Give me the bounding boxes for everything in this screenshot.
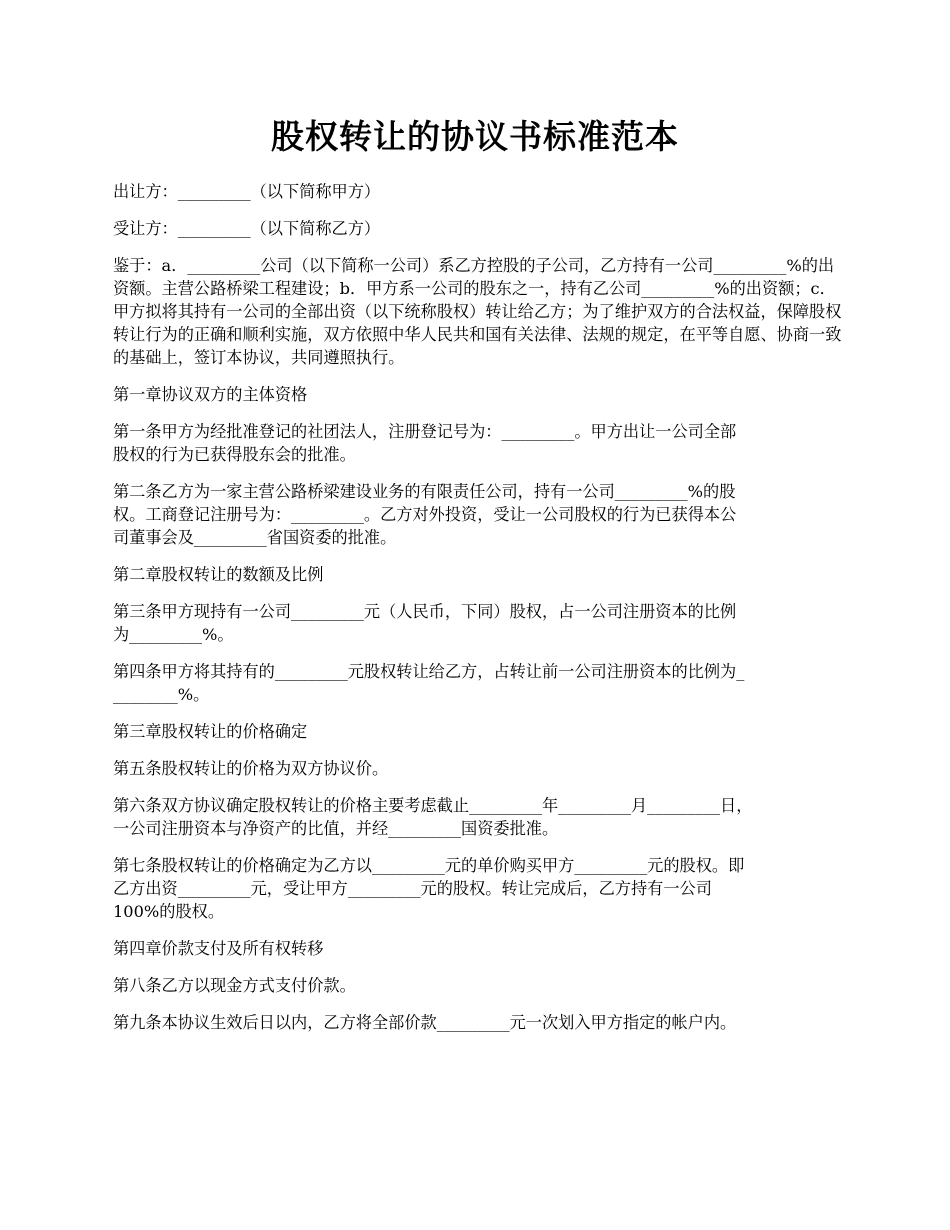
article-paragraph: 第八条乙方以现金方式支付价款。 bbox=[113, 976, 356, 995]
whereas-paragraph: 鉴于：a．_________公司（以下简称一公司）系乙方控股的子公司，乙方持有一公司_________%的出资额。主营公路桥梁工程建设；b．甲方系一公司的股东之一，持有乙公司_________%的出资额；c．甲方拟将其持有一公司的全部出资（以下统称股权）转让给乙方；为了维护双方的合法权益，保障股权转让行为的正确和顺利实施，双方依照中华人民共和国有关法律、法规的规定，在平等自愿、协商一致的基础上，签订本协议，共同遵照执行。 bbox=[113, 256, 842, 367]
article-paragraph: 第七条股权转让的价格确定为乙方以_________元的单价购买甲方_________元的股权。即 乙方出资_________元，受让甲方_________元的股权。转让完成后，乙方持有一公司 100%的股权。 bbox=[113, 856, 745, 921]
article-paragraph: 第五条股权转让的价格为双方协议价。 bbox=[113, 759, 389, 778]
article-paragraph: 第二条乙方为一家主营公路桥梁建设业务的有限责任公司，持有一公司_________%的股 权。工商登记注册号为：_________。乙方对外投资，受让一公司股权的行为已获得本公 司董事会及_________省国资委的批准。 bbox=[113, 482, 737, 547]
document-title: 股权转让的协议书标准范本 bbox=[271, 117, 679, 156]
article-paragraph: 第六条双方协议确定股权转让的价格主要考虑截止_________年_________月_________日， 一公司注册资本与净资产的比值，并经_________国资委批准。 bbox=[113, 796, 753, 838]
article-paragraph: 第三条甲方现持有一公司_________元（人民币，下同）股权，占一公司注册资本的比例 为_________%。 bbox=[113, 602, 737, 644]
party-b-line: 受让方：_________（以下简称乙方） bbox=[113, 219, 381, 238]
chapter-heading: 第一章协议双方的主体资格 bbox=[113, 385, 308, 404]
article-paragraph: 第四条甲方将其持有的_________元股权转让给乙方，占转让前一公司注册资本的比例为_ ________%。 bbox=[113, 662, 745, 704]
party-a-line: 出让方：_________（以下简称甲方） bbox=[113, 182, 381, 201]
document-body bbox=[113, 180, 848, 1048]
chapter-heading: 第二章股权转让的数额及比例 bbox=[113, 565, 324, 584]
chapter-heading: 第三章股权转让的价格确定 bbox=[113, 722, 308, 741]
article-paragraph: 第一条甲方为经批准登记的社团法人，注册登记号为：_________。甲方出让一公司全部 股权的行为已获得股东会的批准。 bbox=[113, 422, 737, 464]
chapter-heading: 第四章价款支付及所有权转移 bbox=[113, 939, 324, 958]
article-paragraph: 第九条本协议生效后日以内，乙方将全部价款_________元一次划入甲方指定的帐户内。 bbox=[113, 1013, 737, 1032]
